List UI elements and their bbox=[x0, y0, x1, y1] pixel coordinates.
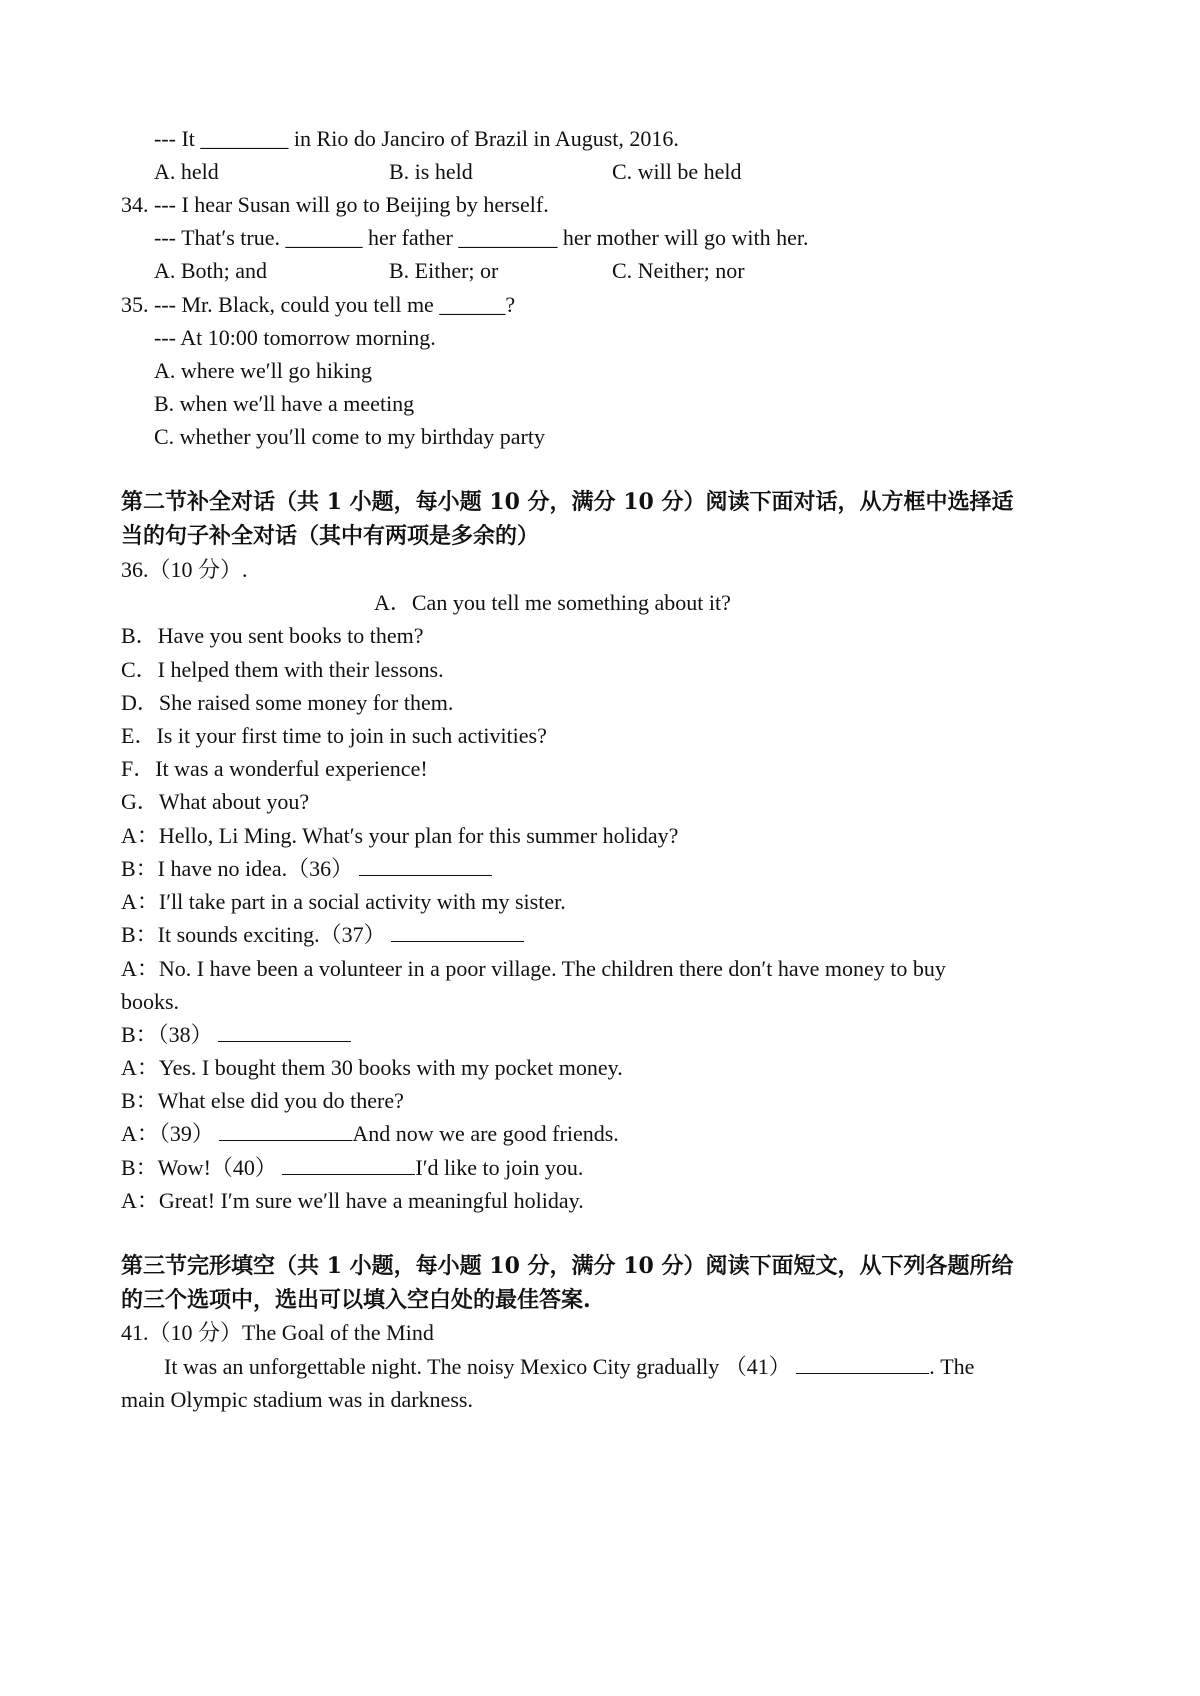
dialog-line-6: books. bbox=[121, 989, 180, 1014]
answer-blank-38[interactable] bbox=[218, 1021, 351, 1042]
dialog-line-12: A：Great! I′m sure we′ll have a meaningful holiday. bbox=[121, 1188, 584, 1213]
dialog-line-8: A：Yes. I bought them 30 books with my pocket money. bbox=[121, 1055, 623, 1080]
passage-line-1-pre: It was an unforgettable night. The noisy Mexico City gradually （41） bbox=[164, 1354, 791, 1379]
dialog-line-10-post: And now we are good friends. bbox=[352, 1121, 619, 1146]
section3-heading-line-1: 第三节完形填空（共 1 小题，每小题 10 分，满分 10 分）阅读下面短文，从下列各题所给 bbox=[121, 1253, 1014, 1279]
q36-number: 36.（10 分）. bbox=[121, 557, 248, 582]
section3-heading-line-2: 的三个选项中，选出可以填入空白处的最佳答案. bbox=[121, 1287, 591, 1313]
dialog-line-1: A：Hello, Li Ming. What′s your plan for this summer holiday? bbox=[121, 823, 679, 848]
dialog-line-4 bbox=[121, 920, 524, 950]
q34-line-1: 34. --- I hear Susan will go to Beijing by herself. bbox=[121, 192, 549, 217]
q34-option-c: C. Neither; nor bbox=[612, 258, 745, 283]
section2-heading-line-2: 当的句子补全对话（其中有两项是多余的） bbox=[121, 523, 540, 549]
box-option-e: E．Is it your first time to join in such activities? bbox=[121, 723, 547, 748]
answer-blank-41[interactable] bbox=[796, 1353, 929, 1374]
dialog-line-4-text: B：It sounds exciting.（37） bbox=[121, 922, 386, 947]
dialog-line-7-text: B：（38） bbox=[121, 1022, 213, 1047]
dialog-line-7 bbox=[121, 1020, 351, 1050]
q33-option-a: A. held bbox=[154, 159, 219, 184]
dialog-line-3: A：I′ll take part in a social activity with my sister. bbox=[121, 889, 566, 914]
answer-blank-39[interactable] bbox=[219, 1120, 352, 1141]
q34-option-a: A. Both; and bbox=[154, 258, 268, 283]
box-option-f: F．It was a wonderful experience! bbox=[121, 756, 428, 781]
passage-line-2: main Olympic stadium was in darkness. bbox=[121, 1387, 473, 1412]
dialog-line-11-post: I′d like to join you. bbox=[415, 1155, 584, 1180]
dialog-line-11-pre: B：Wow!（40） bbox=[121, 1155, 277, 1180]
dialog-line-2 bbox=[121, 854, 492, 884]
q33-option-b: B. is held bbox=[389, 159, 473, 184]
q33-line: --- It ________ in Rio do Janciro of Brazil in August, 2016. bbox=[154, 126, 679, 151]
section2-heading-line-1: 第二节补全对话（共 1 小题，每小题 10 分，满分 10 分）阅读下面对话，从方框中选择适 bbox=[121, 489, 1014, 515]
passage-line-1-post: . The bbox=[929, 1354, 975, 1379]
q34-option-b: B. Either; or bbox=[389, 258, 499, 283]
box-option-d: D．She raised some money for them. bbox=[121, 690, 454, 715]
q33-option-c: C. will be held bbox=[612, 159, 742, 184]
dialog-line-10 bbox=[121, 1119, 619, 1149]
answer-blank-36[interactable] bbox=[359, 855, 492, 876]
q35-line-2: --- At 10:00 tomorrow morning. bbox=[154, 325, 436, 350]
box-option-b: B．Have you sent books to them? bbox=[121, 623, 424, 648]
q35-line-1: 35. --- Mr. Black, could you tell me ______? bbox=[121, 292, 516, 317]
box-option-a: A．Can you tell me something about it? bbox=[374, 590, 731, 615]
dialog-line-9: B：What else did you do there? bbox=[121, 1088, 404, 1113]
passage-line-1 bbox=[164, 1352, 974, 1382]
q41-title: 41.（10 分）The Goal of the Mind bbox=[121, 1320, 434, 1345]
q35-option-c: C. whether you′ll come to my birthday party bbox=[154, 424, 545, 449]
box-option-c: C．I helped them with their lessons. bbox=[121, 657, 444, 682]
dialog-line-10-pre: A：（39） bbox=[121, 1121, 214, 1146]
dialog-line-5: A：No. I have been a volunteer in a poor village. The children there don′t have money to buy bbox=[121, 956, 946, 981]
box-option-g: G．What about you? bbox=[121, 789, 310, 814]
dialog-line-2-text: B：I have no idea.（36） bbox=[121, 856, 354, 881]
dialog-line-11 bbox=[121, 1153, 583, 1183]
q34-line-2: --- That′s true. _______ her father _________ her mother will go with her. bbox=[154, 225, 809, 250]
q35-option-b: B. when we′ll have a meeting bbox=[154, 391, 415, 416]
q35-option-a: A. where we′ll go hiking bbox=[154, 358, 373, 383]
answer-blank-40[interactable] bbox=[282, 1154, 415, 1175]
answer-blank-37[interactable] bbox=[391, 921, 524, 942]
